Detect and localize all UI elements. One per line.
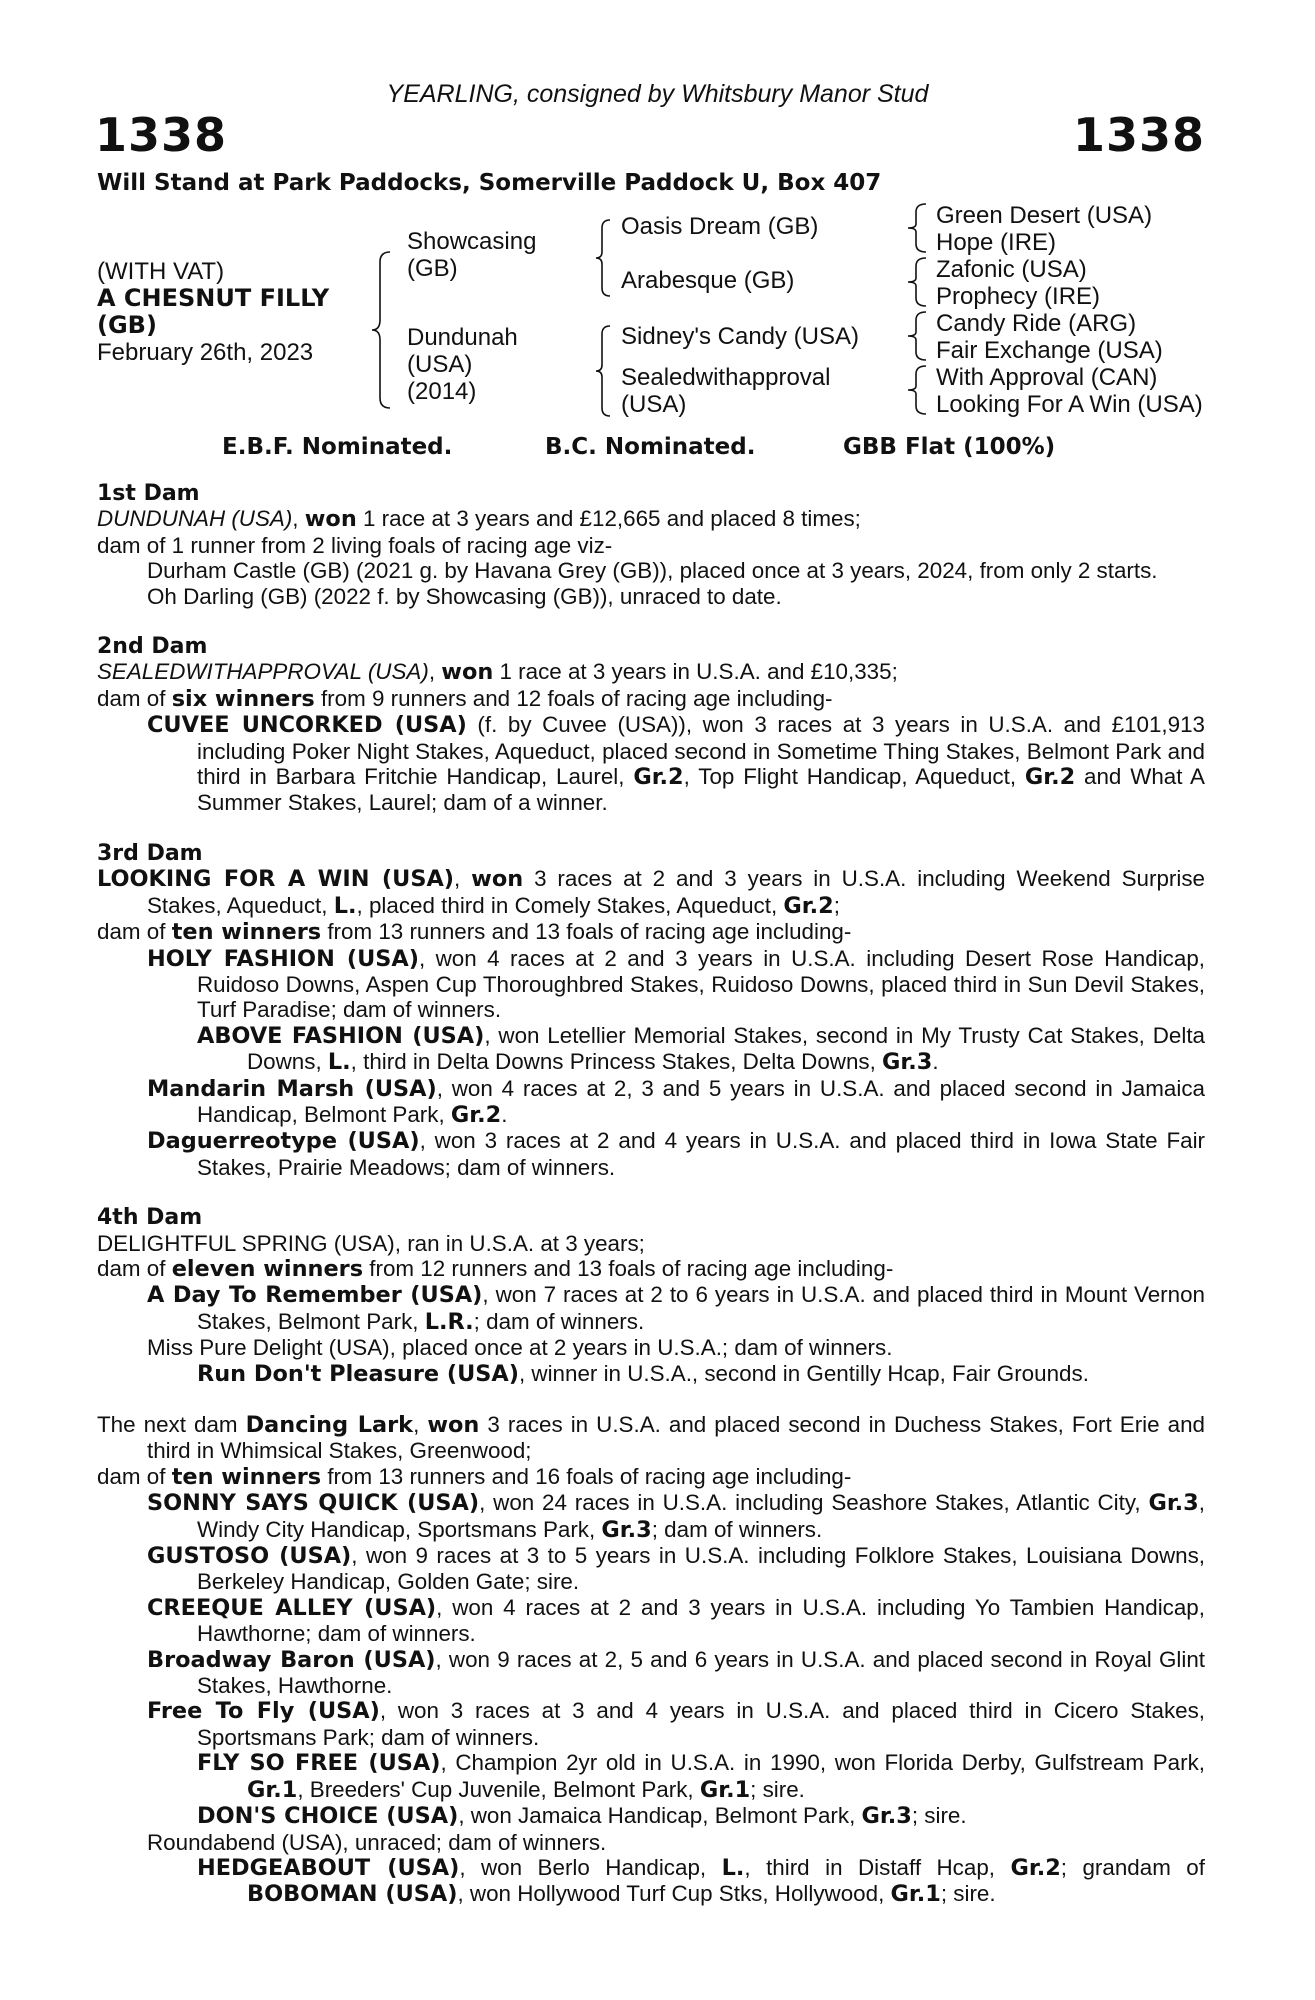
produce-entry bbox=[97, 1647, 1205, 1699]
pedigree-subject bbox=[97, 258, 377, 366]
granddam-maternal-name: Sealedwithapproval bbox=[621, 364, 831, 391]
entry-text: , won 4 races at 2 and 3 years in U.S.A. including Desert Rose Handicap, Ruidoso Downs, Aspen Cup Thoroughbred Stakes, Ruidoso Downs, placed third in Sun Devil Stakes, Turf Paradise; dam of winners. bbox=[197, 945, 1205, 1023]
fourth-dam-section bbox=[97, 1205, 1205, 1387]
foaling-date: February 26th, 2023 bbox=[97, 339, 314, 366]
ggp-6: Fair Exchange (USA) bbox=[936, 337, 1163, 364]
horse-name: Broadway Baron (USA) bbox=[147, 1646, 436, 1673]
entry-text: , won 4 races at 2, 3 and 5 years in U.S.A. and placed second in Jamaica Handicap, Belmont Park, bbox=[197, 1075, 1205, 1127]
entry-text: , won 3 races at 2 and 4 years in U.S.A. and placed third in Iowa State Fair Stakes, Prairie Meadows; dam of winners. bbox=[197, 1128, 1205, 1180]
record-text: 1 race at 3 years in U.S.A. and £10,335; bbox=[493, 659, 898, 685]
grade: Gr.2 bbox=[1024, 764, 1076, 791]
grade: Gr.1 bbox=[890, 1881, 941, 1908]
entry-text: , won 9 races at 2, 5 and 6 years in U.S.A. and placed second in Royal Glint Stakes, Hawthorne. bbox=[197, 1646, 1205, 1699]
dam-year: (2014) bbox=[407, 378, 477, 405]
entry-text: (f. by Cuvee (USA)), won 3 races at 3 years in U.S.A. and £101,913 including Poker Night Stakes, Aqueduct, placed second in Sometime Thing Stakes, Belmont Park and third in Barbara Fritchie Handicap, Laurel, bbox=[197, 712, 1205, 790]
entry-text: , Champion 2yr old in U.S.A. in 1990, won Florida Derby, Gulfstream Park, bbox=[440, 1750, 1205, 1776]
first-dam-produce: dam of 1 runner from 2 living foals of racing age viz- bbox=[97, 532, 613, 558]
subject-origin: (GB) bbox=[97, 311, 157, 339]
next-dam-section bbox=[97, 1412, 1205, 1908]
entry-text: , won Hollywood Turf Cup Stks, Hollywood, bbox=[457, 1881, 891, 1907]
entry-text: , Top Flight Handicap, Aqueduct, bbox=[683, 764, 1025, 790]
horse-name: Free To Fly (USA) bbox=[147, 1698, 380, 1725]
record-text: 3 races at 2 and 3 years in U.S.A. including Weekend Surprise Stakes, Aqueduct, bbox=[147, 866, 1205, 918]
grade: Gr.2 bbox=[633, 764, 684, 791]
horse-name: Run Don't Pleasure (USA) bbox=[197, 1360, 519, 1387]
horse-name: ABOVE FASHION (USA) bbox=[197, 1022, 485, 1049]
entry-text: and What A Summer Stakes, Laurel; dam of a winner. bbox=[197, 764, 1205, 816]
lot-number-right: 1338 bbox=[1072, 108, 1205, 162]
first-dam-name: DUNDUNAH (USA) bbox=[97, 506, 293, 532]
horse-name: FLY SO FREE (USA) bbox=[197, 1750, 441, 1777]
pedigree-brace-sire bbox=[594, 218, 612, 298]
entry-text: , won 4 races at 2 and 3 years in U.S.A. including Yo Tambien Handicap, Hawthorne; dam of winners. bbox=[197, 1594, 1205, 1647]
winners-count: ten winners bbox=[171, 919, 322, 946]
pedigree-brace-g2 bbox=[906, 256, 928, 308]
horse-name: SONNY SAYS QUICK (USA) bbox=[147, 1490, 480, 1517]
listed-label: L. bbox=[721, 1854, 745, 1881]
entry-text: . bbox=[932, 1049, 939, 1075]
first-dam-record: DUNDUNAH (USA), won 1 race at 3 years and £12,665 and placed 8 times; bbox=[97, 506, 861, 533]
lot-number-left: 1338 bbox=[95, 108, 228, 162]
horse-name: Mandarin Marsh (USA) bbox=[147, 1075, 437, 1102]
entry-text: . bbox=[501, 1101, 508, 1127]
produce-text: dam of bbox=[97, 1255, 172, 1281]
dam bbox=[407, 324, 518, 405]
entry-text: ; dam of winners. bbox=[473, 1308, 645, 1334]
pedigree-brace-g3 bbox=[906, 310, 928, 362]
ebf-nomination: E.B.F. Nominated. bbox=[222, 434, 453, 460]
gbb-bonus: GBB Flat (100%) bbox=[843, 434, 1056, 460]
record-text: , placed third in Comely Stakes, Aqueduct, bbox=[356, 892, 784, 918]
second-dam-heading: 2nd Dam bbox=[97, 634, 208, 660]
produce-entry bbox=[97, 1076, 1205, 1129]
entry-text: , winner in U.S.A., second in Gentilly Hcap, Fair Grounds. bbox=[518, 1360, 1089, 1386]
ggp-1: Green Desert (USA) bbox=[936, 202, 1153, 229]
sire bbox=[407, 228, 536, 282]
horse-name: GUSTOSO (USA) bbox=[147, 1543, 352, 1570]
ggp-2: Hope (IRE) bbox=[936, 229, 1057, 256]
grandsire-maternal: Sidney's Candy (USA) bbox=[621, 323, 860, 350]
produce-text: from 12 runners and 13 foals of racing age including- bbox=[363, 1255, 894, 1281]
horse-name: CREEQUE ALLEY (USA) bbox=[147, 1594, 437, 1621]
record-text: 3 races in U.S.A. and placed second in Duchess Stakes, Fort Erie and third in Whimsical Stakes, Greenwood; bbox=[147, 1412, 1205, 1464]
sire-origin: (GB) bbox=[407, 255, 458, 282]
entry-text: , won 3 races at 3 and 4 years in U.S.A. and placed third in Cicero Stakes, Sportsmans Park; dam of winners. bbox=[197, 1698, 1206, 1750]
grade: Gr.2 bbox=[783, 892, 834, 919]
fourth-dam-heading: 4th Dam bbox=[97, 1205, 203, 1231]
winners-count: ten winners bbox=[171, 1463, 322, 1490]
second-dam-produce bbox=[97, 686, 1205, 712]
produce-entry bbox=[97, 1698, 1205, 1750]
produce-entry: Miss Pure Delight (USA), placed once at 2 years in U.S.A.; dam of winners. bbox=[147, 1335, 893, 1361]
entry-text: ; grandam of bbox=[1060, 1854, 1205, 1880]
entry-text: , won Letellier Memorial Stakes, second in My Trusty Cat Stakes, Delta Downs, bbox=[247, 1022, 1205, 1075]
grade: Gr.2 bbox=[1010, 1854, 1061, 1881]
listed-label: L.R. bbox=[424, 1308, 474, 1335]
record-text: 1 race at 3 years and £12,665 and placed 8 times; bbox=[356, 506, 861, 532]
horse-name: CUVEE UNCORKED (USA) bbox=[147, 712, 467, 739]
grandsire-paternal: Oasis Dream (GB) bbox=[621, 213, 819, 240]
dam-name: Dundunah bbox=[407, 324, 518, 351]
entry-text: , won 24 races in U.S.A. including Seashore Stakes, Atlantic City, bbox=[479, 1490, 1149, 1516]
vat-note: (WITH VAT) bbox=[97, 258, 225, 285]
produce-entry: Durham Castle (GB) (2021 g. by Havana Grey (GB)), placed once at 3 years, 2024, from only 2 starts. bbox=[147, 558, 1158, 584]
grade: Gr.3 bbox=[1148, 1490, 1199, 1517]
entry-text: , third in Delta Downs Princess Stakes, Delta Downs, bbox=[350, 1049, 883, 1075]
ggp-7: With Approval (CAN) bbox=[936, 364, 1158, 391]
horse-name: BOBOMAN (USA) bbox=[247, 1881, 458, 1908]
first-dam-heading: 1st Dam bbox=[97, 481, 200, 506]
granddam-paternal: Arabesque (GB) bbox=[621, 267, 795, 294]
entry-text: ; sire. bbox=[911, 1803, 967, 1829]
produce-entry bbox=[97, 1282, 1205, 1335]
entry-text: , Breeders' Cup Juvenile, Belmont Park, bbox=[297, 1776, 700, 1802]
produce-entry bbox=[97, 1361, 1205, 1387]
ggp-4: Prophecy (IRE) bbox=[936, 283, 1101, 310]
produce-entry bbox=[97, 1128, 1205, 1180]
entry-text: , won 9 races at 3 to 5 years in U.S.A. including Folklore Stakes, Louisiana Downs, Berkeley Handicap, Golden Gate; sire. bbox=[197, 1543, 1205, 1595]
pedigree-brace-g4 bbox=[906, 364, 928, 416]
won-label: won bbox=[471, 866, 524, 893]
third-dam-section bbox=[97, 841, 1205, 1180]
granddam-maternal bbox=[621, 364, 830, 418]
produce-text: dam of bbox=[97, 1463, 172, 1489]
bc-nomination: B.C. Nominated. bbox=[545, 434, 756, 460]
entry-text: , won 7 races at 2 to 6 years in U.S.A. and placed third in Mount Vernon Stakes, Belmont Park, bbox=[197, 1282, 1205, 1334]
grade: Gr.3 bbox=[861, 1803, 912, 1830]
won-label: won bbox=[441, 659, 494, 686]
next-dam-name: Dancing Lark bbox=[245, 1412, 414, 1438]
produce-entry bbox=[97, 946, 1205, 1023]
granddam-maternal-origin: (USA) bbox=[621, 391, 687, 418]
fourth-dam-record: DELIGHTFUL SPRING (USA), ran in U.S.A. at 3 years; bbox=[97, 1230, 645, 1256]
produce-text: dam of bbox=[97, 919, 172, 945]
first-dam-section bbox=[97, 481, 1205, 609]
ggp-5: Candy Ride (ARG) bbox=[936, 310, 1137, 337]
entry-text: , won Jamaica Handicap, Belmont Park, bbox=[458, 1803, 862, 1829]
stand-location: Will Stand at Park Paddocks, Somerville Paddock U, Box 407 bbox=[97, 170, 882, 196]
entry-text: ; sire. bbox=[750, 1776, 805, 1802]
listed-label: L. bbox=[327, 1049, 351, 1076]
horse-name: A Day To Remember (USA) bbox=[147, 1282, 483, 1309]
pedigree-brace-main bbox=[370, 250, 394, 410]
produce-entry bbox=[97, 712, 1205, 816]
produce-entry: Oh Darling (GB) (2022 f. by Showcasing (GB)), unraced to date. bbox=[147, 583, 782, 609]
second-dam-section bbox=[97, 634, 1205, 816]
grade: Gr.3 bbox=[601, 1516, 652, 1543]
listed-label: L. bbox=[333, 892, 357, 919]
horse-name: DON'S CHOICE (USA) bbox=[197, 1803, 459, 1830]
produce-text: from 13 runners and 16 foals of racing age including- bbox=[321, 1463, 852, 1489]
horse-name: HOLY FASHION (USA) bbox=[147, 945, 419, 972]
produce-entry bbox=[97, 1543, 1205, 1595]
third-dam-heading: 3rd Dam bbox=[97, 840, 203, 866]
second-dam-record: SEALEDWITHAPPROVAL (USA), won 1 race at 3 years in U.S.A. and £10,335; bbox=[97, 659, 898, 686]
sire-name: Showcasing bbox=[407, 228, 537, 255]
dam-origin: (USA) bbox=[407, 351, 473, 378]
horse-name: Daguerreotype (USA) bbox=[147, 1128, 420, 1155]
fourth-dam-produce bbox=[97, 1256, 1205, 1282]
consignor-heading: YEARLING, consigned by Whitsbury Manor Stud bbox=[386, 80, 929, 108]
produce-text: from 9 runners and 12 foals of racing age including- bbox=[314, 685, 833, 711]
produce-entry bbox=[97, 1023, 1205, 1076]
entry-text: , won Berlo Handicap, bbox=[459, 1854, 722, 1880]
grade: Gr.1 bbox=[699, 1776, 751, 1803]
produce-entry bbox=[97, 1855, 1205, 1908]
second-dam-name: SEALEDWITHAPPROVAL (USA) bbox=[97, 659, 429, 685]
grade: Gr.3 bbox=[882, 1049, 933, 1076]
next-dam-record: The next dam Dancing Lark, won 3 races in U.S.A. and placed second in Duchess Stakes, Fort Erie and third in Whimsical Stakes, Greenwood; bbox=[97, 1412, 1205, 1464]
horse-name: HEDGEABOUT (USA) bbox=[197, 1854, 460, 1881]
record-text: ; bbox=[833, 892, 840, 918]
entry-text: ; sire. bbox=[940, 1881, 996, 1907]
entry-text: ; dam of winners. bbox=[651, 1516, 823, 1542]
produce-entry bbox=[97, 1750, 1205, 1803]
grade: Gr.2 bbox=[450, 1101, 502, 1128]
produce-entry bbox=[97, 1803, 1205, 1829]
produce-entry bbox=[97, 1595, 1205, 1647]
produce-text: from 13 runners and 13 foals of racing age including- bbox=[321, 919, 852, 945]
produce-text: dam of bbox=[97, 685, 172, 711]
winners-count: six winners bbox=[171, 685, 315, 712]
pedigree-brace-g1 bbox=[906, 202, 928, 254]
catalogue-body bbox=[97, 481, 1205, 1933]
winners-count: eleven winners bbox=[171, 1255, 364, 1282]
entry-text: , third in Distaff Hcap, bbox=[744, 1854, 1011, 1880]
grade: Gr.1 bbox=[247, 1776, 298, 1803]
record-text: The next dam bbox=[97, 1412, 246, 1437]
ggp-3: Zafonic (USA) bbox=[936, 256, 1087, 283]
third-dam-produce bbox=[97, 919, 1205, 945]
next-dam-produce bbox=[97, 1464, 1205, 1490]
produce-entry bbox=[97, 1490, 1205, 1543]
entry-text: , Windy City Handicap, Sportsmans Park, bbox=[197, 1490, 1205, 1542]
won-label: won bbox=[427, 1412, 480, 1438]
produce-entry: Roundabend (USA), unraced; dam of winners. bbox=[147, 1829, 607, 1855]
ggp-8: Looking For A Win (USA) bbox=[936, 391, 1203, 418]
subject-name: A CHESNUT FILLY bbox=[97, 284, 330, 312]
pedigree-brace-dam bbox=[594, 324, 612, 418]
third-dam-name: LOOKING FOR A WIN (USA) bbox=[97, 866, 455, 893]
third-dam-record: LOOKING FOR A WIN (USA), won 3 races at 2 and 3 years in U.S.A. including Weekend Surprise Stakes, Aqueduct, L., placed third in Comely Stakes, Aqueduct, Gr.2; bbox=[97, 866, 1205, 919]
won-label: won bbox=[304, 506, 357, 533]
